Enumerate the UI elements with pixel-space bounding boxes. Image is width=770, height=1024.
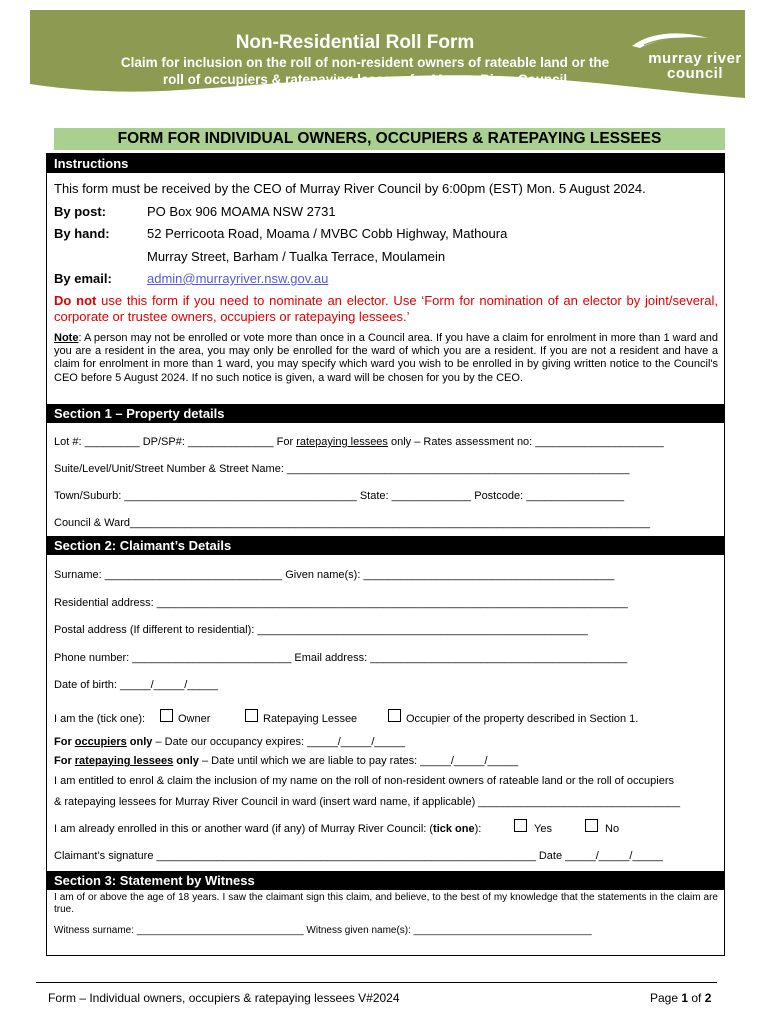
lot-field[interactable] bbox=[54, 436, 664, 448]
section3-heading: Section 3: Statement by Witness bbox=[47, 871, 724, 890]
note-label: Note bbox=[54, 332, 79, 344]
residential-address-field[interactable]: Residential address: _____________________________________________________________________________ bbox=[54, 597, 628, 609]
instructions-intro: This form must be received by the CEO of Murray River Council by 6:00pm (EST) Mon. 5 August 2024. bbox=[54, 181, 646, 196]
yes-checkbox[interactable] bbox=[514, 819, 527, 832]
enrolled-text: I am already enrolled in this or another ward (if any) of Murray River Council: ( bbox=[54, 823, 434, 835]
witness-statement: I am of or above the age of 18 years. I saw the claimant sign this claim, and believe, to the best of my knowledge that the statements in the claim are true. bbox=[54, 892, 718, 915]
already-enrolled-label bbox=[54, 823, 481, 835]
logo-text-1: murray river bbox=[648, 50, 742, 67]
council-ward-field[interactable]: Council & Ward_____________________________________________________________________________________ bbox=[54, 517, 651, 529]
footer-divider bbox=[36, 982, 717, 983]
lessees-rest: – Date until which we are liable to pay rates: _____/_____/_____ bbox=[198, 755, 519, 767]
occupiers-word: occupiers bbox=[74, 736, 127, 748]
section1-heading: Section 1 – Property details bbox=[47, 404, 724, 423]
entitlement-line-1: I am entitled to enrol & claim the inclusion of my name on the roll of non-resident owners of rateable land or the roll of occupiers bbox=[54, 775, 674, 787]
council-logo bbox=[630, 32, 760, 82]
postal-address-field[interactable]: Postal address (If different to residential): ______________________________________________________ bbox=[54, 624, 588, 636]
subtitle-line-1: Claim for inclusion on the roll of non-resident owners of rateable land or the bbox=[120, 55, 610, 70]
enrolled-close: ): bbox=[474, 823, 482, 835]
lessees-for: For bbox=[54, 755, 75, 767]
street-address-field[interactable]: Suite/Level/Unit/Street Number & Street Name: ________________________________________________________ bbox=[54, 463, 630, 475]
lot-rest: only – Rates assessment no: _____________________ bbox=[387, 436, 664, 448]
town-state-postcode-field[interactable]: Town/Suburb: ______________________________________ State: _____________ Postcode: ________________ bbox=[54, 490, 625, 502]
subtitle-line-2: roll of occupiers & ratepaying lessees for Murray River Council bbox=[162, 72, 568, 87]
logo-text-2: council bbox=[666, 65, 723, 82]
by-post-value: PO Box 906 MOAMA NSW 2731 bbox=[147, 204, 336, 219]
yes-label: Yes bbox=[534, 823, 552, 835]
page-of: of bbox=[688, 991, 705, 1005]
owner-label: Owner bbox=[178, 713, 211, 725]
no-checkbox[interactable] bbox=[585, 819, 598, 832]
occupancy-expiry-field[interactable] bbox=[54, 736, 405, 748]
page-prefix: Page bbox=[650, 991, 682, 1005]
form-heading: Non-Residential Roll Form bbox=[235, 32, 475, 53]
witness-names-field[interactable]: Witness surname: ______________________________ Witness given name(s): ________________________________ bbox=[54, 925, 592, 936]
by-hand-value-2: Murray Street, Barham / Tualka Terrace, Moulamein bbox=[147, 249, 446, 264]
lot-text: Lot #: _________ DP/SP#: ______________ For bbox=[54, 436, 297, 448]
rates-liability-field[interactable] bbox=[54, 755, 518, 767]
phone-email-field[interactable]: Phone number: __________________________ Email address: __________________________________________ bbox=[54, 652, 628, 664]
form-subtitle bbox=[70, 54, 660, 88]
email-link[interactable]: admin@murrayriver.nsw.gov.au bbox=[147, 271, 329, 286]
instructions-heading: Instructions bbox=[47, 154, 724, 173]
footer-form-name: Form – Individual owners, occupiers & ratepaying lessees V#2024 bbox=[48, 991, 400, 1005]
form-frame bbox=[46, 153, 725, 956]
occupier-checkbox[interactable] bbox=[388, 709, 401, 722]
owner-checkbox[interactable] bbox=[160, 709, 173, 722]
page-current: 1 bbox=[681, 991, 689, 1005]
lessee-label: Ratepaying Lessee bbox=[263, 713, 358, 725]
lessee-checkbox[interactable] bbox=[245, 709, 258, 722]
signature-date-field[interactable]: Claimant’s signature ______________________________________________________________ Date _____/_____/_____ bbox=[54, 850, 664, 862]
tick-one-label: I am the (tick one): bbox=[54, 713, 146, 725]
name-field[interactable]: Surname: _____________________________ Given name(s): _________________________________________ bbox=[54, 569, 615, 581]
occupier-label: Occupier of the property described in Section 1. bbox=[406, 713, 639, 725]
note-paragraph bbox=[54, 332, 718, 385]
occupiers-rest: – Date our occupancy expires: _____/_____/_____ bbox=[152, 736, 405, 748]
occupiers-for: For bbox=[54, 736, 75, 748]
header-banner bbox=[30, 10, 745, 102]
by-hand-value-1: 52 Perricoota Road, Moama / MVBC Cobb Highway, Mathoura bbox=[147, 226, 508, 241]
by-hand-label: By hand: bbox=[54, 226, 110, 241]
no-label: No bbox=[605, 823, 620, 835]
ward-name-field[interactable]: & ratepaying lessees for Murray River Council in ward (insert ward name, if applicable) _________________________________ bbox=[54, 796, 681, 808]
warning-bold: Do not bbox=[54, 293, 97, 308]
section2-heading: Section 2: Claimant’s Details bbox=[47, 536, 724, 555]
by-email-label: By email: bbox=[54, 271, 112, 286]
leaf-icon bbox=[630, 32, 710, 50]
lessees-only: only bbox=[173, 755, 199, 767]
form-title-bar: FORM FOR INDIVIDUAL OWNERS, OCCUPIERS & RATEPAYING LESSEES bbox=[54, 128, 725, 150]
occupiers-only: only bbox=[126, 736, 153, 748]
enrolled-bold: tick one bbox=[433, 823, 475, 835]
page-number bbox=[650, 991, 711, 1005]
lessees-word: ratepaying lessees bbox=[74, 755, 174, 767]
note-text: : A person may not be enrolled or vote more than once in a Council area. If you have a claim for enrolment in more than 1 ward and you are a resident in the area, you may only be enrolled for the ward of which you are a resident. If you are not a resident and have a claim for enrolment in more than 1 ward, you may specify which ward you wish to be enrolled in by giving written notice to the Council's CEO before 5 August 2024. If no such notice is given, a ward will be chosen for you by the CEO. bbox=[54, 332, 718, 384]
warning-text: use this form if you need to nominate an elector. Use ‘Form for nomination of an elector by joint/several, corporate or trustee owners, occupiers or ratepaying lessees.’ bbox=[54, 293, 718, 324]
by-post-label: By post: bbox=[54, 204, 106, 219]
lot-underlined: ratepaying lessees bbox=[296, 436, 388, 448]
nomination-warning bbox=[54, 293, 718, 325]
page-total: 2 bbox=[704, 991, 712, 1005]
dob-field[interactable]: Date of birth: _____/_____/_____ bbox=[54, 679, 218, 691]
